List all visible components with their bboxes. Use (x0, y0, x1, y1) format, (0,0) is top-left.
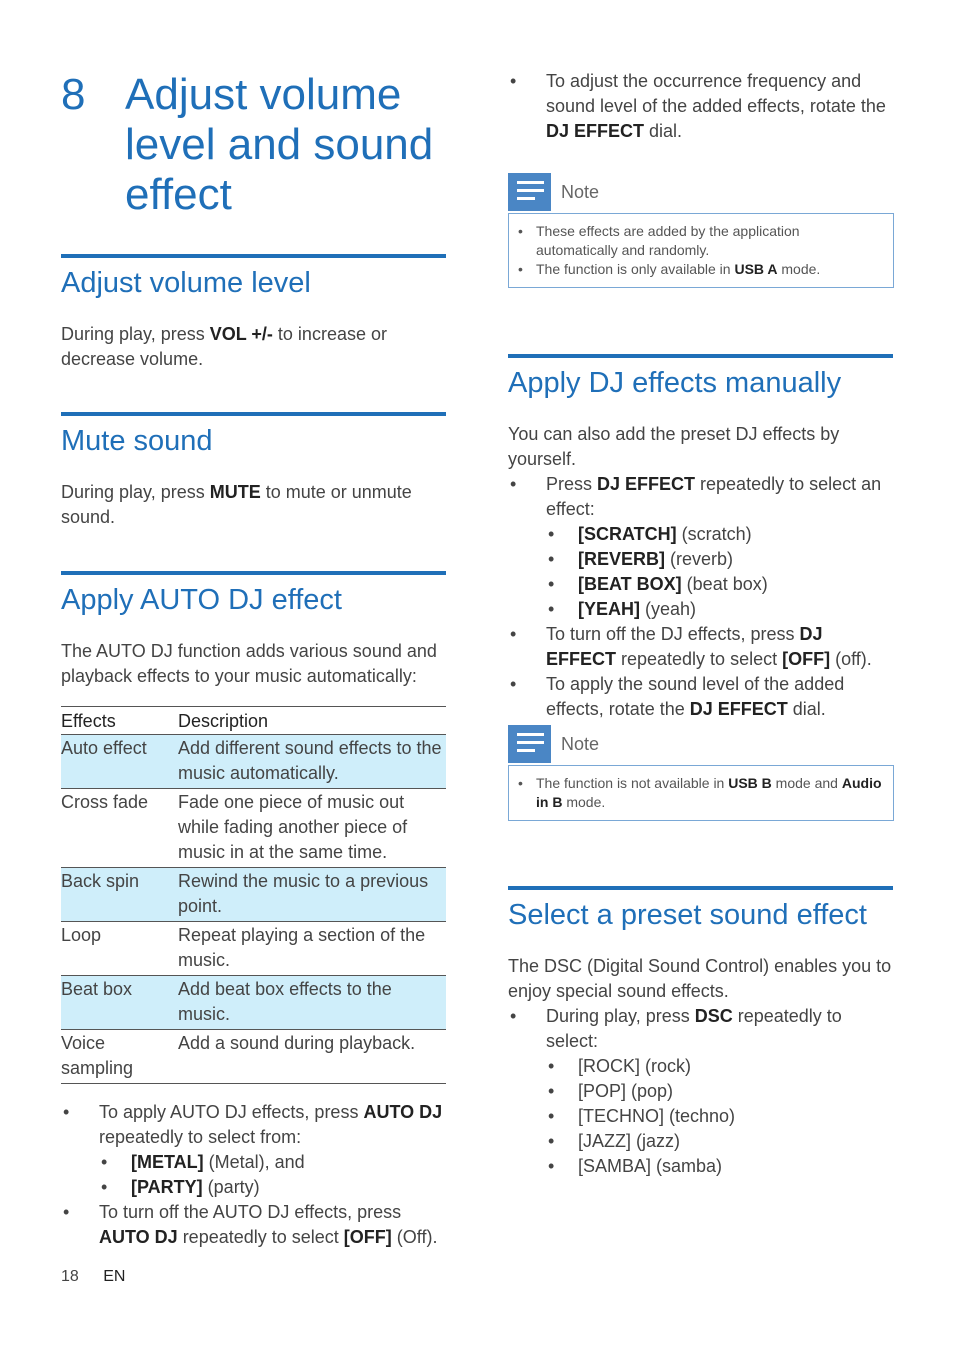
key-label: [BEAT BOX] (578, 574, 682, 594)
section-rule (508, 354, 893, 358)
table-header: Description (178, 707, 446, 735)
preset-bullets (508, 1004, 893, 1179)
section-autodj (61, 571, 446, 1250)
key-label: DSC (694, 1006, 733, 1026)
table-row (61, 1030, 446, 1084)
table-row (61, 868, 446, 922)
effect-name: Cross fade (61, 789, 178, 868)
volume-text: During play, press VOL +/- to increase or decrease volume. (61, 324, 387, 369)
key-label: [METAL] (131, 1152, 204, 1172)
note-label: Note (561, 734, 600, 754)
list-item: • The function is not available in USB B mode and Audio in B mode. (536, 774, 885, 812)
list-item: • To apply AUTO DJ effects, press AUTO DJ repeatedly to select from: • [METAL] (Metal), and • [PARTY] (party) (61, 1100, 446, 1200)
list-item: • During play, press DSC repeatedly to select: • [ROCK] (rock) • [POP] (pop) • [TECHNO] (techno) • [JAZZ] (jazz) • [SAMBA] (samba) (508, 1004, 893, 1179)
note-icon (508, 725, 551, 763)
effect-name: Back spin (61, 868, 178, 922)
key-label: USB B (728, 775, 772, 791)
effect-name: Auto effect (61, 735, 178, 789)
key-label: [OFF] (343, 1227, 392, 1247)
key-label: [REVERB] (578, 549, 666, 569)
dj-effect-dial-text (508, 69, 893, 144)
list-item: • [ROCK] (rock) (546, 1054, 893, 1079)
preset-intro: The DSC (Digital Sound Control) enables you to enjoy special sound effects. (508, 956, 892, 1001)
note-label: Note (561, 182, 600, 202)
manual-intro: You can also add the preset DJ effects by yourself. (508, 424, 840, 469)
effect-name: Loop (61, 922, 178, 976)
section-volume (61, 254, 446, 372)
autodj-bullets (61, 1100, 446, 1250)
key-label: DJ EFFECT (546, 121, 645, 141)
list-item: • [BEAT BOX] (beat box) (546, 572, 893, 597)
effect-name: Voice sampling (61, 1030, 178, 1084)
key-label: [YEAH] (578, 599, 640, 619)
list-item: • [METAL] (Metal), and (99, 1150, 446, 1175)
effect-description: Repeat playing a section of the music. (178, 922, 446, 976)
effect-description: Rewind the music to a previous point. (178, 868, 446, 922)
list-item: • The function is only available in USB A mode. (536, 260, 885, 279)
key-label: DJ EFFECT (546, 624, 823, 669)
table-row (61, 922, 446, 976)
list-item: • [TECHNO] (techno) (546, 1104, 893, 1129)
key-label: AUTO DJ (363, 1102, 443, 1122)
key-label: [SCRATCH] (578, 524, 677, 544)
key-label: USB A (734, 261, 778, 277)
table-header-row (61, 707, 446, 735)
effect-name: Beat box (61, 976, 178, 1030)
note-box-1 (508, 173, 894, 288)
section-title: Mute sound (61, 425, 213, 457)
section-rule (61, 254, 446, 258)
section-title: Select a preset sound effect (508, 899, 867, 931)
effect-description: Fade one piece of music out while fading another piece of music in at the same time. (178, 789, 446, 868)
table-row (61, 789, 446, 868)
section-rule (508, 886, 893, 890)
key-label: [PARTY] (131, 1177, 203, 1197)
language-code: EN (103, 1268, 126, 1285)
effects-table (61, 706, 446, 1084)
section-mute (61, 412, 446, 530)
list-item: • To apply the sound level of the added effects, rotate the DJ EFFECT dial. (508, 672, 893, 722)
list-item: • These effects are added by the application automatically and randomly. (536, 222, 885, 260)
section-title: Apply DJ effects manually (508, 367, 842, 399)
autodj-intro: The AUTO DJ function adds various sound and playback effects to your music automatically: (61, 641, 437, 686)
effect-description: Add different sound effects to the music automatically. (178, 735, 446, 789)
page-number: 18 (61, 1268, 79, 1285)
key-label: VOL +/- (209, 324, 273, 344)
effect-description: Add beat box effects to the music. (178, 976, 446, 1030)
chapter-title: Adjust volume level and sound effect (125, 70, 434, 219)
manual-bullets (508, 472, 893, 722)
list-item: • [PARTY] (party) (99, 1175, 446, 1200)
key-label: AUTO DJ (99, 1227, 178, 1247)
list-item: • [JAZZ] (jazz) (546, 1129, 893, 1154)
section-rule (61, 571, 446, 575)
section-title: Adjust volume level (61, 267, 311, 299)
key-label: Audio in B (536, 775, 882, 810)
key-label: DJ EFFECT (597, 474, 696, 494)
note-icon (508, 173, 551, 211)
section-preset (508, 886, 893, 1179)
list-item: • [REVERB] (reverb) (546, 547, 893, 572)
key-label: MUTE (209, 482, 261, 502)
table-row (61, 976, 446, 1030)
effect-description: Add a sound during playback. (178, 1030, 446, 1084)
list-item: • To turn off the AUTO DJ effects, press AUTO DJ repeatedly to select [OFF] (Off). (61, 1200, 446, 1250)
note-box-2 (508, 725, 894, 821)
chapter-number: 8 (61, 70, 86, 119)
list-item: • To turn off the DJ effects, press DJ EFFECT repeatedly to select [OFF] (off). (508, 622, 893, 672)
list-item: • [POP] (pop) (546, 1079, 893, 1104)
list-item: • [YEAH] (yeah) (546, 597, 893, 622)
page-footer (61, 1268, 125, 1286)
section-rule (61, 412, 446, 416)
table-row (61, 735, 446, 789)
section-dj-manual (508, 354, 893, 722)
list-item: • Press DJ EFFECT repeatedly to select an effect: • [SCRATCH] (scratch) • [REVERB] (reverb) • [BEAT BOX] (beat box) • [YEAH] (yeah) (508, 472, 893, 622)
key-label: DJ EFFECT (689, 699, 788, 719)
list-item: • [SAMBA] (samba) (546, 1154, 893, 1179)
table-header: Effects (61, 707, 178, 735)
list-item: • [SCRATCH] (scratch) (546, 522, 893, 547)
section-title: Apply AUTO DJ effect (61, 584, 342, 616)
list-item: • To adjust the occurrence frequency and sound level of the added effects, rotate the DJ EFFECT dial. (508, 69, 893, 144)
mute-text: During play, press MUTE to mute or unmute sound. (61, 482, 412, 527)
key-label: [OFF] (782, 649, 831, 669)
